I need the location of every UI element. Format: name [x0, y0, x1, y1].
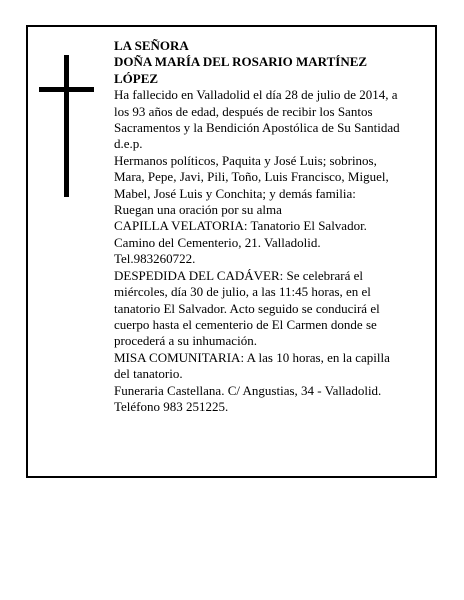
title-line-surname: LÓPEZ	[114, 70, 159, 86]
body-line: Ruegan una oración por su alma	[114, 202, 282, 218]
title-line-name: DOÑA MARÍA DEL ROSARIO MARTÍNEZ	[114, 54, 368, 70]
body-line: Hermanos políticos, Paquita y José Luis; sobrinos,	[114, 152, 377, 168]
body-line: Teléfono 983 251225.	[114, 398, 229, 414]
body-line: tanatorio El Salvador. Acto seguido se conducirá el	[114, 300, 380, 316]
cross-vertical-bar	[64, 55, 69, 197]
body-line: miércoles, día 30 de julio, a las 11:45 horas, en el	[114, 284, 371, 300]
body-line: Mabel, José Luis y Conchita; y demás familia:	[114, 185, 356, 201]
body-line: del tanatorio.	[114, 366, 183, 382]
body-line: Ha fallecido en Valladolid el día 28 de julio de 2014, a	[114, 87, 398, 103]
obituary-text	[114, 38, 424, 415]
cross-horizontal-bar	[39, 87, 94, 92]
body-line: d.e.p.	[114, 136, 143, 152]
latin-cross-icon	[39, 55, 94, 197]
body-line: Sacramentos y la Bendición Apostólica de Su Santidad	[114, 120, 400, 136]
body-line: Tel.983260722.	[114, 251, 196, 267]
body-line: procederá a su inhumación.	[114, 333, 257, 349]
body-line: DESPEDIDA DEL CADÁVER: Se celebrará el	[114, 267, 363, 283]
body-line: cuerpo hasta el cementerio de El Carmen donde se	[114, 316, 377, 332]
body-line: Funeraria Castellana. C/ Angustias, 34 - Valladolid.	[114, 382, 382, 398]
body-line: los 93 años de edad, después de recibir los Santos	[114, 103, 373, 119]
body-line: MISA COMUNITARIA: A las 10 horas, en la capilla	[114, 349, 390, 365]
title-line-honorific: LA SEÑORA	[114, 38, 189, 53]
body-line: Mara, Pepe, Javi, Pili, Toño, Luis Francisco, Miguel,	[114, 169, 389, 185]
body-line: CAPILLA VELATORIA: Tanatorio El Salvador.	[114, 218, 367, 234]
body-line: Camino del Cementerio, 21. Valladolid.	[114, 234, 321, 250]
